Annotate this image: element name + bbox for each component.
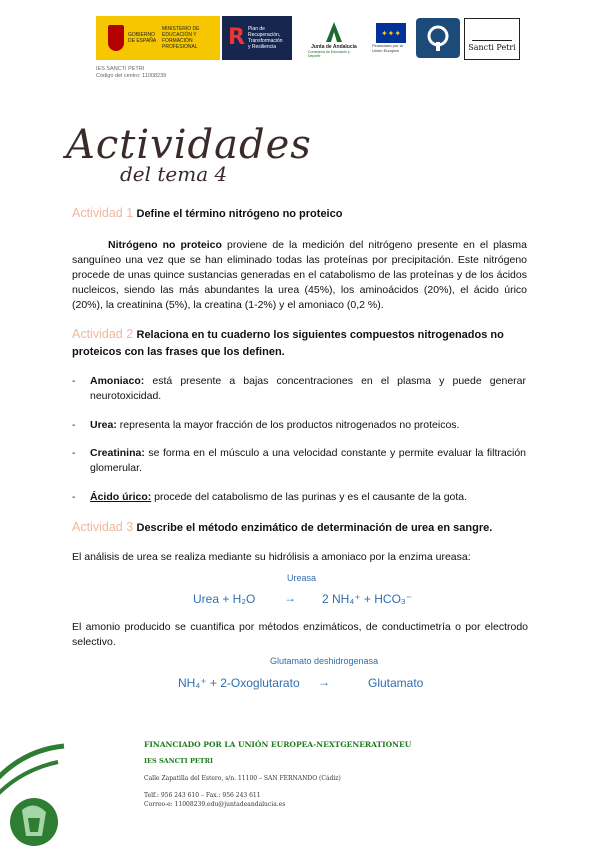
page-subtitle: del tema 4 <box>120 162 228 186</box>
activity-3-mid: El amonio producido se cuantifica por métodos enzimáticos, de conductimetría o por electrodo selectivo. <box>72 621 528 648</box>
list-dash: - <box>72 491 76 503</box>
list-item-text: representa la mayor fracción de los productos nitrogenados no proteicos. <box>116 419 460 431</box>
activity-1-answer <box>72 238 527 313</box>
gov-line1: GOBIERNO DE ESPAÑA <box>128 32 157 44</box>
activity-2-label: Actividad 2 <box>72 327 134 341</box>
list-dash: - <box>72 419 76 431</box>
junta-text: Junta de Andalucía <box>311 44 357 50</box>
footer-address: Calle Zapatilla del Estero, s/n. 11100 – SAN FERNANDO (Cádiz) <box>144 775 341 782</box>
list-item-term: Creatinina: <box>90 447 145 459</box>
eu-logo <box>372 18 410 58</box>
sancti-petri-text: Sancti Petri <box>468 43 516 52</box>
activity-3-intro: El análisis de urea se realiza mediante su hidrólisis a amoniaco por la enzima ureasa: <box>72 551 471 563</box>
eu-flag-icon: ✦✦✦ <box>376 23 406 43</box>
list-item-term: Ácido úrico: <box>90 491 152 503</box>
plan-text: Plan de Recuperación, Transformación y Resiliencia <box>247 26 283 50</box>
gobierno-espana-logo <box>96 16 220 60</box>
footer-funded: FINANCIADO POR LA UNIÓN EUROPEA-NEXTGENERATIONEU <box>144 740 412 749</box>
junta-sub: Consejería de Educación y Deporte <box>308 50 350 58</box>
list-item <box>72 490 526 505</box>
activity-1-heading <box>72 206 532 220</box>
enzyme-gdh: Glutamato deshidrogenasa <box>270 656 379 666</box>
prtr-r-icon: R <box>228 25 245 50</box>
spain-shield-icon <box>108 25 124 51</box>
equation-1-right: 2 NH₄⁺ + HCO₃⁻ <box>322 592 413 606</box>
list-item-text: está presente a bajas concentraciones en el plasma y puede generar neurotoxicidad. <box>90 375 526 402</box>
footer-school: IES SANCTI PETRI <box>144 757 214 765</box>
list-item-text: se forma en el músculo a una velocidad constante y permite evaluar la filtración glomerular. <box>90 447 526 474</box>
activity-2-heading <box>72 326 528 360</box>
activity-1-label: Actividad 1 <box>72 206 134 220</box>
equation-2-arrow: → <box>318 675 330 689</box>
list-item-text: procede del catabolismo de las purinas y es el causante de la gota. <box>151 491 468 503</box>
list-dash: - <box>72 375 76 387</box>
activity-3-heading <box>72 520 532 534</box>
list-item-term: Amoniaco: <box>90 375 145 387</box>
sancti-petri-house-icon <box>472 26 512 41</box>
activity-3-label: Actividad 3 <box>72 520 134 534</box>
list-item <box>72 418 526 433</box>
junta-andalucia-logo <box>308 16 360 62</box>
equation-2-right: Glutamato <box>368 676 424 690</box>
act1-text: proviene de la medición del nitrógeno presente en el plasma sanguíneo una vez que se han eliminado todas las proteínas por precipitación. Este nitrógeno procede de unas quince sustancias generadas en el catabolismo de las proteínas y de los ácidos nucleicos, siendo las más abundantes la urea (45%), los aminoácidos (20%), el ácido úrico (20%), la creatinina (5%), la creatina (1-2%) y el amoniaco (0,2 %). <box>72 239 527 311</box>
junta-emblem-icon <box>0 740 70 850</box>
equation-1-arrow: → <box>284 591 296 605</box>
eu-text: Financiado por la Unión Europea <box>372 43 403 53</box>
junta-mark-icon <box>323 20 345 44</box>
list-dash: - <box>72 447 76 459</box>
list-item <box>72 446 526 476</box>
activity-1-question: Define el término nitrógeno no proteico <box>136 208 343 220</box>
list-item-term: Urea: <box>90 419 117 431</box>
center-id <box>96 66 166 80</box>
activity-2-question: Relaciona en tu cuaderno los siguientes compuestos nitrogenados no proteicos con las frases que los definen. <box>72 329 504 358</box>
center-code: Código del centro: 11008239 <box>96 73 167 79</box>
plan-recuperacion-logo <box>222 16 292 60</box>
sancti-petri-logo <box>464 18 520 60</box>
activity-3-question: Describe el método enzimático de determinación de urea en sangre. <box>136 522 493 534</box>
quality-logo <box>416 18 460 58</box>
gov-line2: MINISTERIO DE EDUCACIÓN Y FORMACIÓN PROFESIONAL <box>162 26 200 50</box>
equation-2-left: NH₄⁺ + 2-Oxoglutarato <box>178 676 300 690</box>
enzyme-ureasa: Ureasa <box>287 573 317 583</box>
footer-email: Correo-e: 11008239.edu@juntadeandalucia.es <box>144 801 286 808</box>
page-title: Actividades <box>66 122 312 168</box>
q-badge-icon <box>426 24 450 52</box>
list-item <box>72 374 526 404</box>
equation-1-left: Urea + H₂O <box>193 592 256 606</box>
footer-phone: Telf.: 956 243 610 – Fax.: 956 243 611 <box>144 792 261 799</box>
center-name: IES SANCTI PETRI <box>96 66 145 72</box>
act1-term: Nitrógeno no proteico <box>108 239 222 251</box>
